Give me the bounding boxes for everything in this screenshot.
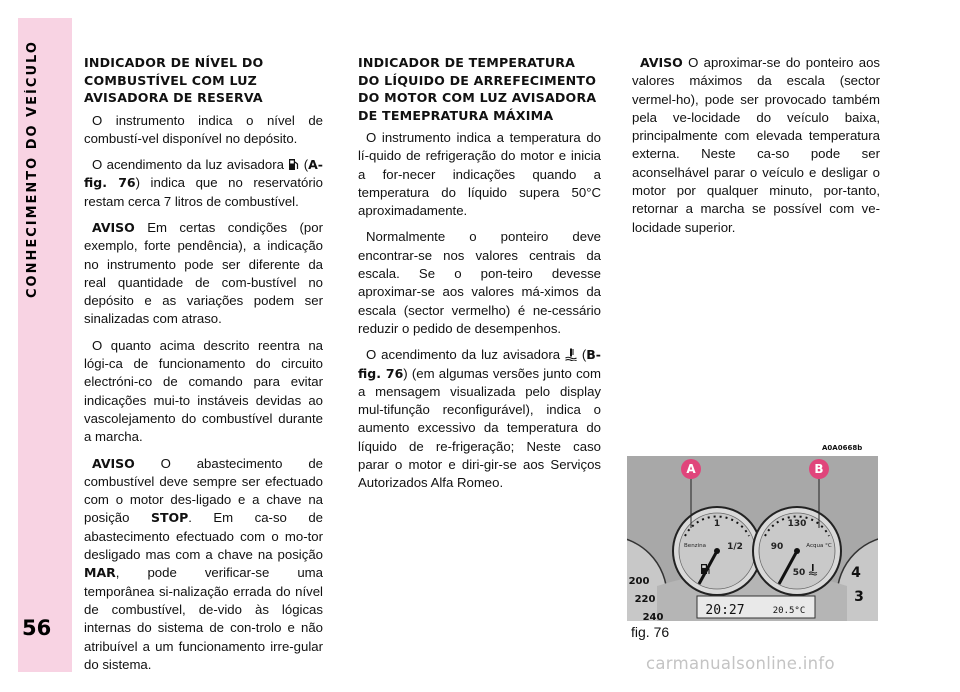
column-temperature xyxy=(358,54,601,501)
paragraph: O acendimento da luz avisadora (B-fig. 76) (em algumas versões junto com a mensagem visualizada pelo display mul-tifunção reconfigurável), indica o aumento excessivo da temperatura do líquido de re-frigeração; Neste caso parar o motor e diri-gir-se aos Serviços Autorizados Alfa Romeo. xyxy=(358,347,601,491)
speedo-240: 240 xyxy=(642,612,664,621)
callout-b: B xyxy=(814,462,824,476)
speedo-200: 200 xyxy=(628,576,650,587)
temp-gauge-mid: 90 xyxy=(770,542,784,552)
paragraph: O instrumento indica a temperatura do lí-quido de refrigeração do motor e inicia a for-necer indicações quando a temperatura do líquido supera 50°C aproximadamente. xyxy=(358,130,601,219)
figure-caption: fig. 76 xyxy=(631,624,670,640)
paragraph: O quanto acima descrito reentra na lógi-ca de funcionamento do circuito electróni-co de comando para evitar indicações mui-to instáveis devidas ao vascolejamento do combustível durante a marcha. xyxy=(84,337,323,445)
speedo-220: 220 xyxy=(634,594,656,605)
tacho-4: 4 xyxy=(851,565,861,581)
watermark: carmanualsonline.info xyxy=(646,654,835,673)
heading-fuel: INDICADOR DE NÍVEL DO COMBUSTÍVEL COM LUZ AVISADORA DE RESERVA xyxy=(84,55,264,105)
fuel-gauge-top: 1 xyxy=(713,519,721,529)
callout-a: A xyxy=(686,462,696,476)
figure-code: A0A0668b xyxy=(822,444,863,452)
display-time: 20:27 xyxy=(705,603,745,618)
coolant-temperature-icon xyxy=(565,348,577,361)
fuel-pump-icon xyxy=(288,158,299,171)
instrument-cluster-drawing xyxy=(627,456,878,621)
paragraph: AVISO O aproximar-se do ponteiro aos valores máximos da escala (sector vermel-ho), pode ser provocado também pela ve-locidade do veículo baixa, principalmente com elevada temperatura externa. Neste ca-so pode ser aconselhável parar o veículo e desligar o motor por qualquer minuto, por-tanto, retornar a marcha se possível com ve-locidade superior. xyxy=(632,55,881,235)
section-title: CONHECIMENTO DO VEÍCULO xyxy=(25,40,40,298)
display-temperature: 20.5°C xyxy=(772,606,806,616)
page-number: 56 xyxy=(22,616,52,640)
tacho-3: 3 xyxy=(854,589,864,605)
fuel-gauge-label: Benzina xyxy=(684,543,706,549)
paragraph: O acendimento da luz avisadora (A-fig. 76) indica que no reservatório restam cerca 7 litros de combustível. xyxy=(84,157,323,209)
fuel-gauge-mid: 1/2 xyxy=(727,542,743,552)
temp-gauge-top: 130 xyxy=(787,519,807,529)
column-warning xyxy=(632,54,880,245)
heading-temperature: INDICADOR DE TEMPERATURA DO LÍQUIDO DE ARREFECIMENTO DO MOTOR COM LUZ AVISADORA DE TEMEPRATURA MÁXIMA xyxy=(358,55,597,123)
instrument-cluster-figure xyxy=(627,456,878,621)
paragraph: AVISO Em certas condições (por exemplo, forte pendência), a indicação no instrumento pode ser diferente da real quantidade de com-bustível no depósito e as variações podem ser sinalizadas com atraso. xyxy=(84,219,323,327)
paragraph: AVISO O abastecimento de combustível deve sempre ser efectuado com o motor des-ligado e a chave na posição STOP. Em ca-so de abastecimento efectuado com o mo-tor desligado mas com a chave na posição MAR, pode verificar-se uma temporânea si-nalização errada do nível de combustível, de-vido às lógicas internas do sistema de con-trolo e não atribuível a um funcionamento irre-gular do sistema. xyxy=(84,455,323,672)
temp-gauge-low: 50 xyxy=(792,568,806,578)
paragraph: Normalmente o ponteiro deve encontrar-se nos valores centrais da escala. Se o pon-teiro devesse aproximar-se aos valores má-ximos da escala (sector vermelho) é ne-cessário reduzir o pedido de desempenhos. xyxy=(358,229,601,336)
paragraph: O instrumento indica o nível de combustí-vel disponível no depósito. xyxy=(84,112,323,146)
column-fuel xyxy=(84,54,323,682)
temp-gauge-label: Acqua °C xyxy=(806,543,832,549)
